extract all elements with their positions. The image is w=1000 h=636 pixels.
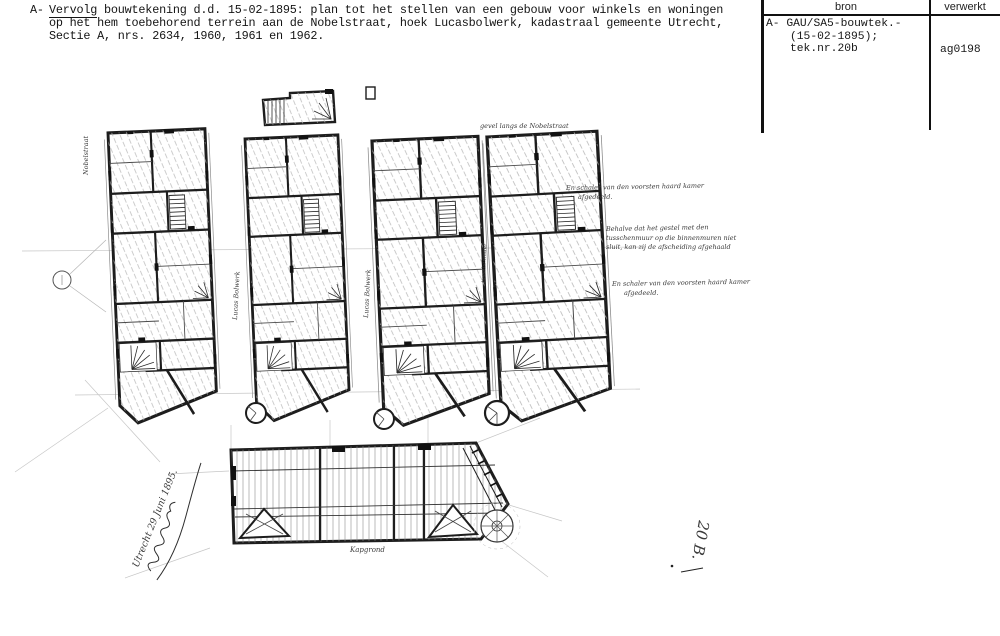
line1-rest: bouwtekening d.d. 15-02-1895: plan tot het stellen van een gebouw voor winkels en woningen	[97, 3, 724, 17]
svg-text:En schaler van den voorsten ha: En schaler van den voorsten haard kamer	[611, 277, 751, 288]
svg-text:tusschenmuur op die binnenmure: tusschenmuur op die binnenmuren niet	[606, 234, 737, 242]
svg-text:En schaler van den voorsten ha: En schaler van den voorsten haard kamer	[565, 181, 705, 192]
bron-cell-line1: A- GAU/SA5-bouwtek.-	[766, 18, 902, 30]
signature-date: Utrecht 29 Juni 1895.	[130, 467, 180, 570]
handwritten-note-2	[605, 223, 737, 251]
roof-plan	[231, 443, 520, 549]
svg-text:sluit, kan zij de afscheiding: sluit, kan zij de afscheiding afgehaald	[606, 243, 731, 251]
floor-plan-3	[368, 135, 495, 426]
floor-plan-2	[241, 134, 354, 422]
side-label-plan3: Lucas Bolwerk	[362, 269, 373, 319]
svg-text:afgedeeld.: afgedeeld.	[578, 193, 613, 201]
column-header-verwerkt: verwerkt	[944, 1, 986, 13]
bron-cell-line2: (15-02-1895);	[790, 30, 879, 43]
handwritten-note-3	[611, 278, 751, 297]
typed-description-prefix: A-	[30, 3, 44, 17]
sheet-number	[671, 518, 713, 572]
typed-description-line2: op het hem toebehorend terrein aan de Nobelstraat, hoek Lucasbolwerk, kadastraal gemeente Utrecht,	[49, 16, 724, 30]
bron-cell-line3: tek.nr.20b	[790, 43, 858, 55]
plan2-annex	[263, 87, 375, 125]
handwritten-note-1	[565, 182, 705, 201]
underlined-word: Vervolg	[49, 3, 98, 17]
side-label-plan1: Nobelstraat	[82, 135, 90, 175]
svg-text:afgedeeld.: afgedeeld.	[624, 289, 659, 297]
verwerkt-cell-value: ag0198	[940, 44, 981, 56]
svg-text:Behalve dat het gestel met den: Behalve dat het gestel met den	[605, 223, 709, 233]
side-label-plan2: Lucas Bolwerk	[231, 271, 242, 321]
column-header-bron: bron	[834, 1, 858, 13]
roof-plan-caption: Kapgrond	[350, 546, 385, 554]
typed-description-line3: Sectie A, nrs. 2634, 1960, 1961 en 1962.	[49, 29, 325, 43]
floor-plan-4	[483, 130, 616, 422]
svg-text:20 B.: 20 B.	[688, 519, 713, 562]
street-label-top: gevel langs de Nobelstraat	[480, 122, 569, 130]
side-label-plan4: tusschenmuur	[481, 243, 489, 284]
floor-plan-1	[104, 128, 221, 424]
